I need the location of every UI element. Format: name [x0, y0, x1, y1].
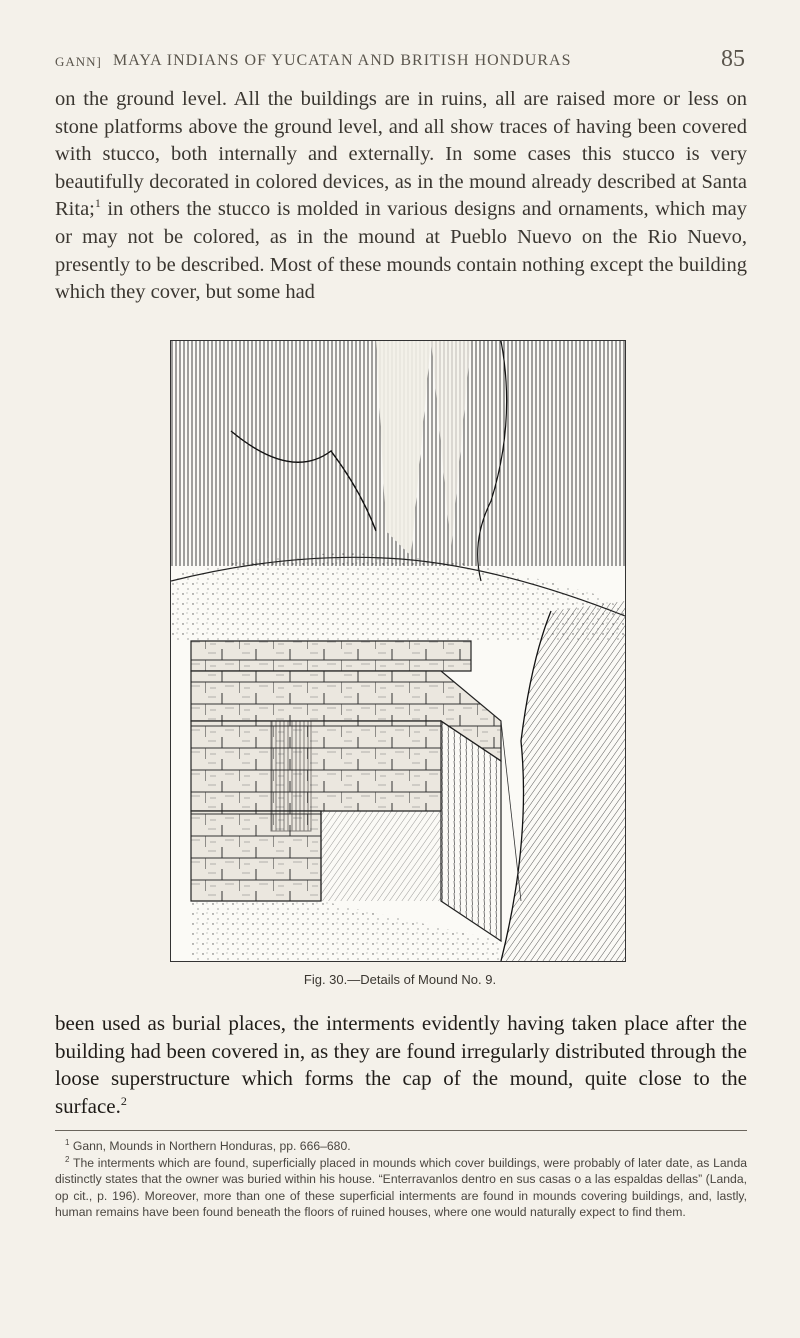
footnote-ref-1: 1	[94, 196, 101, 211]
running-header	[55, 46, 745, 76]
figure-caption: Fig. 30.—Details of Mound No. 9.	[303, 972, 497, 987]
footnote-2	[55, 1155, 747, 1221]
footnote-1-text: Gann, Mounds in Northern Honduras, pp. 666–680.	[72, 1139, 351, 1153]
paragraph-1-text-continued: in others the stucco is molded in various designs and ornaments, which may or may not be colored, as in the mound at Pueblo Nuevo on the Rio Nuevo, presently to be described. Most of these mounds contain nothing except the building which they cover, but some had	[55, 198, 747, 304]
mound-engraving	[171, 341, 625, 961]
body-paragraph-1	[55, 86, 747, 307]
footnote-divider	[55, 1130, 747, 1131]
footnote-2-text: The interments which are found, superficially placed in mounds which cover buildings, were probably of later date, as Landa distinctly states that the owner was buried within his house. “Enterravanlos dentro en sus casas o a las espaldas dellas” (Landa, op cit., p. 196). Moreover, more than one of these superficial interments are found in mounds covering buildings, and, lastly, human remains have been found beneath the floors of ruined houses, where one would naturally expect to find them.	[55, 1155, 748, 1219]
footnote-ref-2: 2	[120, 1093, 127, 1108]
page-number: 85	[721, 46, 745, 72]
header-author: GANN]	[55, 54, 102, 69]
paragraph-2-text: been used as burial places, the interments evidently having taken place after the building had been covered in, as they are found irregularly distributed through the loose superstructure which forms the cap of the mound, quite close to the surface.	[55, 1011, 747, 1118]
footnote-1	[55, 1138, 747, 1155]
paragraph-1-text: on the ground level. All the buildings are in ruins, all are raised more or less on stone platforms above the ground level, and all show traces of having been covered with stucco, both internally and externally. In some cases this stucco is very beautifully decorated in colored devices, as in the mound already described at Santa Rita;	[55, 88, 747, 221]
header-title: MAYA INDIANS OF YUCATAN AND BRITISH HONDURAS	[113, 52, 572, 69]
figure-illustration	[170, 340, 626, 962]
footnote-2-mark: 2	[65, 1154, 70, 1164]
footnote-1-mark: 1	[65, 1137, 70, 1147]
body-paragraph-2	[55, 1010, 747, 1120]
footnotes	[55, 1138, 747, 1221]
